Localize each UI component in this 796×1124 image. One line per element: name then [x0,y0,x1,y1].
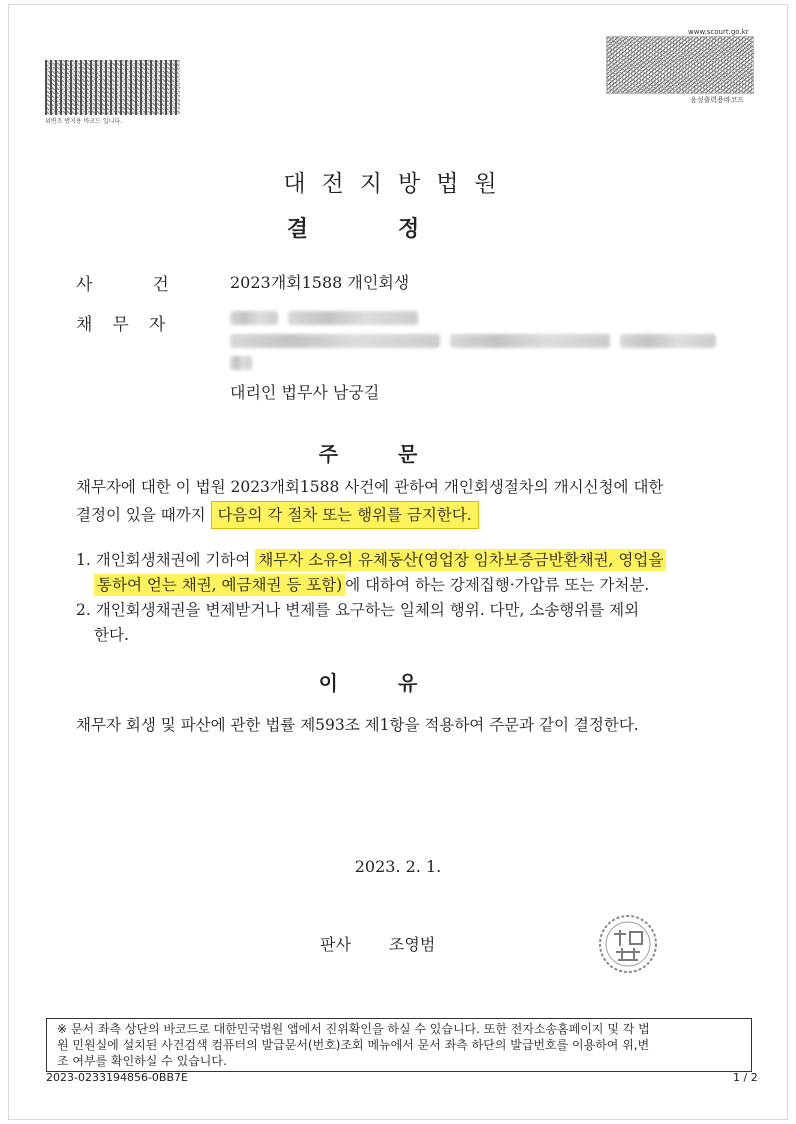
court-seal-icon [596,912,660,976]
debtor-label: 채무자 [76,315,186,335]
decision-date: 2023. 2. 1. [354,857,442,876]
document-type: 결정 [286,217,510,242]
scourt-site-url: www.scourt.go.kr [688,28,749,36]
redacted-debtor-address-2 [450,334,610,348]
judge-signature-line [320,932,435,955]
redacted-debtor-address-1 [230,334,440,348]
order-intro-prefix: 결정이 있을 때까지 [76,506,211,524]
redacted-debtor-address-4 [230,356,252,370]
anti-forgery-barcode [45,60,180,115]
order-item-1-highlight-a: 채무자 소유의 유체동산(영업장 임차보증금반환채권, 영업을 [255,549,666,571]
judge-title: 판사 [320,935,351,954]
order-intro-line1: 채무자에 대한 이 법원 2023개회1588 사건에 관하여 개인회생절차의 개시신청에 대한 [76,478,664,496]
audio-barcode-caption: 음성출력용바코드 [690,96,745,104]
order-item-1-highlight-b: 통하여 얻는 채권, 예금채권 등 포함) [94,574,345,596]
debtor-agent: 대리인 법무사 남궁길 [230,383,380,402]
barcode-caption: 위변조 방지용 바코드 입니다. [45,118,123,125]
order-heading: 주문 [318,442,478,466]
reason-heading: 이유 [318,671,478,695]
order-item-2-line1: 2. 개인회생채권을 변제받거나 변제를 요구하는 일체의 행위. 다만, 소송행위를 제외 [76,601,640,619]
case-value: 2023개회1588 개인회생 [230,273,410,292]
redacted-debtor-id [288,311,418,325]
issue-number: 2023-0233194856-0BB7E [46,1071,188,1084]
audio-output-barcode [606,36,754,94]
redacted-debtor-name [230,311,278,325]
authenticity-notice [46,1018,752,1072]
reason-text: 채무자 회생 및 파산에 관한 법률 제593조 제1항을 적용하여 주문과 같이 결정한다. [76,716,639,734]
order-intro-highlight: 다음의 각 절차 또는 행위를 금지한다. [211,501,479,529]
order-item-2-line2: 한다. [94,626,129,644]
order-item-1-prefix: 1. 개인회생채권에 기하여 [76,551,256,569]
order-intro-line2 [76,500,479,530]
court-name: 대전지방법원 [283,171,513,197]
judge-name: 조영범 [388,935,436,954]
notice-line-1: ※ 문서 좌측 상단의 바코드로 대한민국법원 앱에서 진위확인을 하실 수 있습니다. 또한 전자소송홈페이지 및 각 법 [57,1022,650,1036]
notice-line-3: 조 여부를 확인하실 수 있습니다. [57,1054,227,1068]
page-number: 1 / 2 [733,1071,758,1084]
redacted-debtor-address-3 [620,334,716,348]
order-item-1-suffix: 에 대하여 하는 강제집행·가압류 또는 가처분. [345,576,650,594]
notice-line-2: 원 민원실에 설치된 사건검색 컴퓨터의 발급문서(번호)조회 메뉴에서 문서 좌측 하단의 발급번호를 이용하여 위,변 [57,1038,650,1052]
case-label: 사건 [76,275,229,295]
